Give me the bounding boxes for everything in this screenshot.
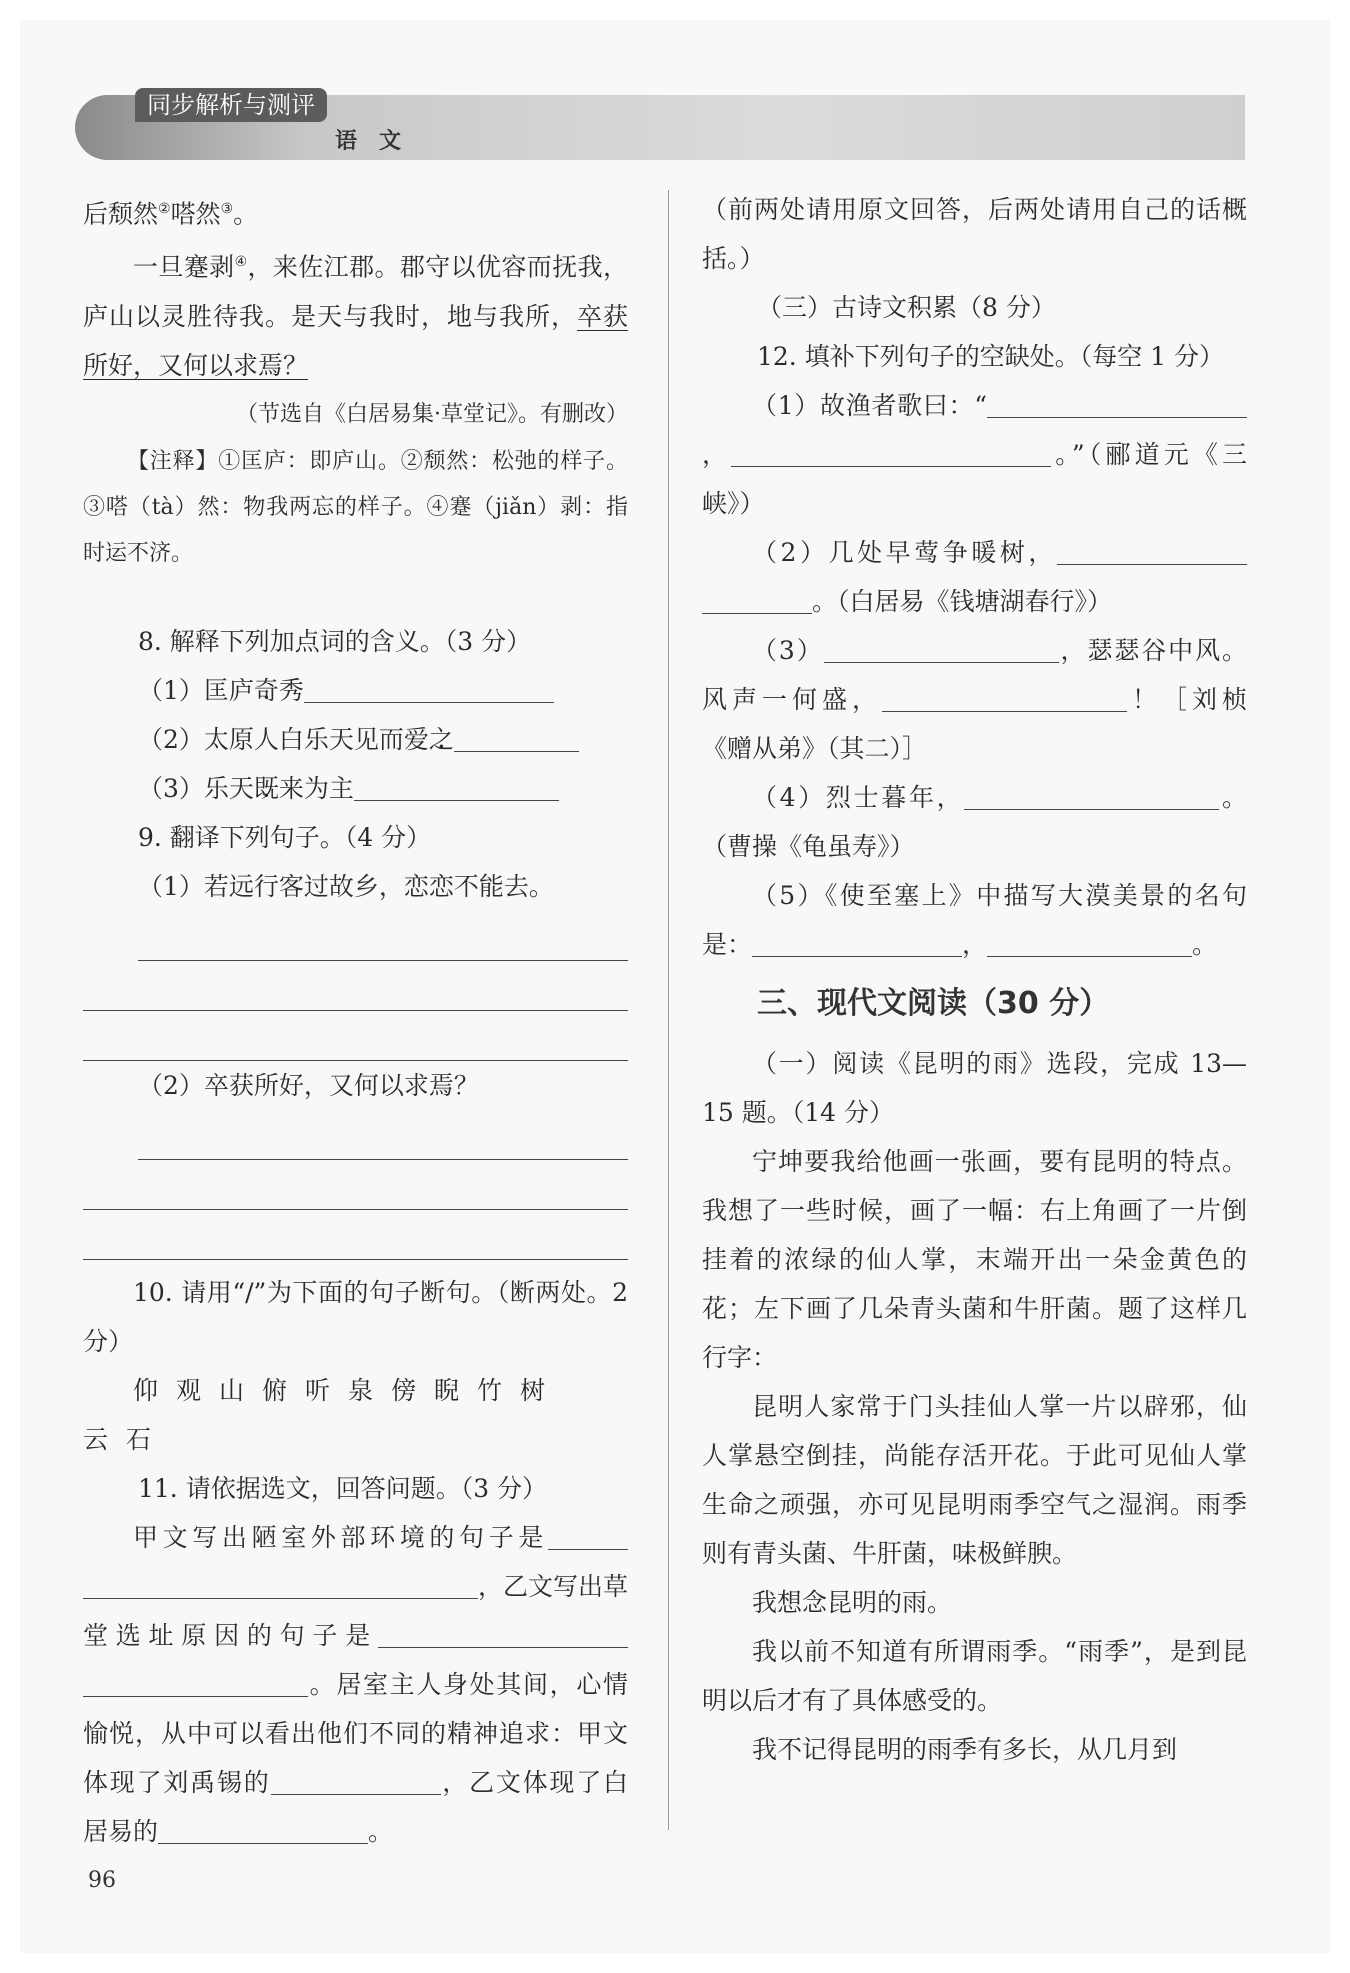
question-10: 10. 请用“/”为下面的句子断句。（断两处。2 分） — [83, 1277, 628, 1356]
header-subject: 语文 — [335, 129, 424, 154]
source-citation: （节选自《白居易集·草堂记》。有删改） — [236, 401, 628, 427]
reading-paragraph: 宁坤要我给他画一张画，要有昆明的特点。我想了一些时候，画了一幅：右上角画了一片倒挂着的浓绿的仙人掌，末端开出一朵金黄色的花；左下画了几朵青头菌和牛肝菌。题了这样几行字： — [702, 1147, 1247, 1372]
answer-blank[interactable] — [1167, 387, 1247, 418]
underlined-sentence: 卒获所好，又何以求焉？ — [83, 301, 628, 380]
answer-line[interactable] — [138, 1110, 628, 1160]
passage-paragraph: 一旦蹇剥④，来佐江郡。郡守以优容而抚我，庐山以灵胜待我。是天与我时，地与我所，卒获所好，又何以求焉？ — [83, 252, 628, 380]
answer-blank[interactable] — [824, 632, 1059, 663]
answer-blank[interactable] — [964, 779, 1219, 810]
page-number: 96 — [88, 1868, 116, 1893]
left-column — [83, 185, 628, 1856]
answer-blank[interactable] — [271, 1764, 441, 1795]
question-12-1: （1）故渔者歌曰：“， 。”（郦道元《三峡》） — [702, 381, 1247, 528]
question-8-1: （1）匡庐奇秀 — [83, 666, 628, 715]
header-series-tag: 同步解析与测评 — [135, 88, 327, 122]
question-12-3: （3） ，瑟瑟谷中风。风声一何盛， ！［刘桢《赠从弟》（其二）］ — [702, 626, 1247, 773]
answer-blank[interactable] — [158, 1813, 368, 1844]
reading-paragraph: 我不记得昆明的雨季有多长，从几月到 — [752, 1735, 1178, 1764]
answer-blank[interactable] — [1057, 534, 1247, 565]
question-8-2: （2）太原人白乐天见而爱之 — [83, 715, 628, 764]
reading-paragraph: 我以前不知道有所谓雨季。“雨季”，是到昆明以后才有了具体感受的。 — [702, 1637, 1247, 1715]
answer-blank[interactable] — [987, 387, 1167, 418]
question-8: 8. 解释下列加点词的含义。（3 分） — [138, 626, 532, 656]
answer-blank[interactable] — [702, 583, 812, 614]
answer-blank[interactable] — [304, 672, 554, 703]
answer-blank[interactable] — [752, 926, 962, 957]
answer-blank[interactable] — [882, 681, 1127, 712]
question-11-body: 甲文写出陋室外部环境的句子是，乙文写出草堂选址原因的句子是。居室主人身处其间，心情愉悦，从中可以看出他们不同的精神追求：甲文体现了刘禹锡的 ，乙文体现了白居易的 。 — [83, 1513, 628, 1856]
question-12-2: （2）几处早莺争暖树，。（白居易《钱塘湖春行》） — [702, 528, 1247, 626]
answer-blank[interactable] — [378, 1617, 628, 1648]
answer-line[interactable] — [83, 1011, 628, 1061]
column-divider — [668, 190, 669, 1830]
reading-paragraph: 昆明人家常于门头挂仙人掌一片以辟邪，仙人掌悬空倒挂，尚能存活开花。于此可见仙人掌生命之顽强，亦可见昆明雨季空气之湿润。雨季则有青头菌、牛肝菌，味极鲜腴。 — [702, 1392, 1247, 1568]
instruction-text: （前两处请用原文回答，后两处请用自己的话概括。） — [702, 195, 1247, 273]
question-10-text-cont: 云石 — [83, 1424, 170, 1454]
question-8-3: （3）乐天既来为主 — [83, 764, 628, 813]
answer-blank[interactable] — [83, 1568, 478, 1599]
question-12-4: （4）烈士暮年， 。（曹操《龟虽寿》） — [702, 773, 1247, 871]
right-column — [702, 185, 1247, 1774]
question-9-1: （1）若远行客过故乡，恋恋不能去。 — [138, 871, 554, 901]
question-9-2: （2）卒获所好，又何以求焉？ — [138, 1070, 479, 1100]
answer-blank[interactable] — [731, 436, 1051, 467]
part-title: 三、现代文阅读（30 分） — [757, 986, 1110, 1021]
question-12-5: （5）《使至塞上》中描写大漠美景的名句是： ， 。 — [702, 881, 1247, 959]
question-12: 12. 填补下列句子的空缺处。（每空 1 分） — [757, 342, 1225, 371]
reading-instruction: （一）阅读《昆明的雨》选段，完成 13—15 题。（14 分） — [702, 1049, 1247, 1127]
answer-line[interactable] — [83, 961, 628, 1011]
question-11: 11. 请依据选文，回答问题。（3 分） — [138, 1473, 548, 1503]
answer-line[interactable] — [83, 1210, 628, 1260]
reading-paragraph: 我想念昆明的雨。 — [752, 1588, 953, 1617]
answer-blank[interactable] — [354, 770, 559, 801]
section-heading: （三）古诗文积累（8 分） — [757, 293, 1056, 322]
answer-blank[interactable] — [987, 926, 1192, 957]
text-line: 后颓然②嗒然③。 — [83, 199, 259, 229]
question-9: 9. 翻译下列句子。（4 分） — [138, 822, 432, 852]
answer-line[interactable] — [138, 911, 628, 961]
answer-line[interactable] — [83, 1160, 628, 1210]
answer-blank[interactable] — [548, 1519, 628, 1550]
answer-blank[interactable] — [83, 1666, 308, 1697]
question-10-text: 仰观山俯听泉傍睨竹树 — [133, 1375, 564, 1405]
answer-blank[interactable] — [454, 721, 579, 752]
annotation-note: 【注释】①匡庐：即庐山。②颓然：松弛的样子。③嗒（tà）然：物我两忘的样子。④蹇（jiǎn）剥：指时运不济。 — [83, 448, 628, 566]
